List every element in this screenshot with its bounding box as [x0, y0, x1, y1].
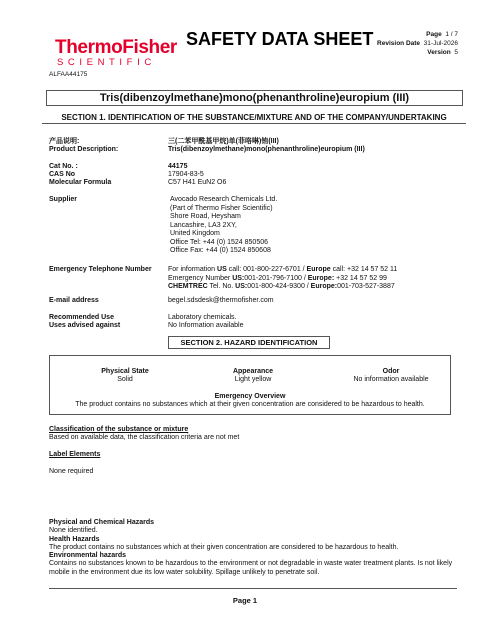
text-span: Europe:: [310, 283, 338, 290]
email-value[interactable]: begel.sdsdesk@thermofisher.com: [168, 297, 274, 304]
environmental-hazards-label: Environmental hazards: [49, 552, 127, 560]
text-span: Emergency Number: [168, 274, 233, 282]
text-span: Europe: [306, 266, 331, 273]
label-elements-block: [49, 451, 454, 459]
hazard-overview-box: [49, 355, 451, 415]
cas-no-label: CAS No: [49, 171, 76, 178]
phys-chem-hazards-label: Physical and Chemical Hazards: [49, 519, 155, 526]
environmental-hazards-text: Contains no substances known to be hazardous to the environment or not degradable in waste water treatment plants. Is not likely mobile in the environment due its low water solubility. Spillage unlikely to penetrate soil.: [49, 560, 453, 576]
product-description-label: Product Description:: [49, 146, 119, 153]
document-meta: [377, 30, 458, 57]
classification-text: Based on available data, the classification criteria are not met: [49, 434, 240, 442]
emergency-overview-label: Emergency Overview: [214, 393, 286, 400]
cat-no-label: Cat No. :: [49, 163, 78, 170]
supplier-address: [170, 196, 277, 256]
product-description-value: Tris(dibenzoylmethane)mono(phenanthroline)europium (III): [168, 146, 365, 153]
cas-no-value: 17904-83-5: [168, 171, 204, 178]
molecular-formula-value: C57 H41 EuN2 O6: [168, 179, 227, 186]
emergency-overview-text: The product contains no substances which at their given concentration are considered to be hazardous to health.: [75, 401, 425, 408]
page-value: 1 / 7: [445, 31, 458, 38]
supplier-line: United Kingdom: [170, 230, 220, 237]
health-hazards-text: The product contains no substances which at their given concentration are considered to be hazardous to health.: [49, 543, 399, 551]
version-label: Version: [427, 49, 451, 56]
chinese-product-label: 产品说明:: [49, 138, 80, 145]
health-hazards-label: Health Hazards: [49, 535, 100, 543]
label-elements-label: Label Elements: [49, 451, 101, 458]
text-span: US:: [235, 283, 248, 290]
revision-value: 31-Jul-2026: [423, 40, 458, 47]
footer-page-number: Page 1: [232, 596, 258, 605]
supplier-line: Avocado Research Chemicals Ltd.: [170, 196, 278, 203]
phys-chem-hazards-text: None identified.: [49, 527, 98, 535]
section2-heading: SECTION 2. HAZARD IDENTIFICATION: [168, 336, 330, 349]
text-span: +32 14 57 52 99: [334, 274, 387, 282]
text-span: US: [217, 266, 227, 273]
text-span: call: +32 14 57 52 11: [330, 266, 398, 273]
chinese-product-value: 三(二苯甲酰基甲烷)单(菲咯啉)铕(III): [168, 138, 279, 145]
uses-advised-against-value: No Information available: [168, 322, 244, 329]
emergency-phone-label: Emergency Telephone Number: [49, 266, 152, 273]
email-label: E-mail address: [49, 297, 99, 304]
odor-label: Odor: [382, 368, 400, 375]
brand-logo-wordmark: ThermoFisher: [55, 37, 177, 58]
recommended-use-value: Laboratory chemicals.: [168, 314, 237, 321]
label-elements-text: None required: [49, 468, 94, 475]
text-span: 001-800-424-9300 /: [247, 283, 311, 290]
supplier-line: Office Fax: +44 (0) 1524 850608: [170, 247, 271, 254]
physical-state-value: Solid: [117, 376, 133, 383]
recommended-use-label: Recommended Use: [49, 314, 114, 321]
text-span: call: 001-800-227-6701 /: [226, 266, 307, 273]
hazards-block: [49, 519, 454, 577]
document-id: ALFAA44175: [49, 71, 88, 78]
classification-block: [49, 426, 454, 443]
text-span: 001-703-527-3887: [337, 283, 395, 290]
text-span: For information: [168, 266, 218, 273]
brand-logo-subtitle: SCIENTIFIC: [57, 57, 156, 68]
uses-advised-against-label: Uses advised against: [49, 322, 121, 329]
supplier-line: Shore Road, Heysham: [170, 213, 241, 220]
page-label: Page: [426, 31, 442, 38]
text-span: Tel. No.: [207, 283, 236, 290]
supplier-line: (Part of Thermo Fisher Scientific): [170, 204, 273, 212]
revision-label: Revision Date: [377, 40, 421, 47]
supplier-label: Supplier: [49, 196, 78, 203]
supplier-line: Lancashire, LA3 2XY,: [170, 221, 237, 229]
text-span: CHEMTREC: [168, 283, 208, 290]
supplier-line: Office Tel: +44 (0) 1524 850506: [170, 238, 269, 246]
document-title: SAFETY DATA SHEET: [186, 29, 374, 49]
version-value: 5: [454, 49, 458, 56]
section1-heading: SECTION 1. IDENTIFICATION OF THE SUBSTANCE/MIXTURE AND OF THE COMPANY/UNDERTAKING: [42, 113, 466, 124]
footer-divider: [49, 588, 457, 589]
product-name-banner: Tris(dibenzoylmethane)mono(phenanthroline)europium (III): [46, 90, 463, 106]
molecular-formula-label: Molecular Formula: [49, 179, 112, 186]
text-span: Europe:: [307, 274, 335, 282]
physical-state-label: Physical State: [101, 368, 149, 375]
emergency-line-3: [168, 283, 397, 292]
emergency-line-2: [168, 275, 397, 284]
text-span: 001-201-796-7100 /: [244, 274, 308, 282]
text-span: US:: [232, 274, 245, 282]
odor-value: No information available: [353, 376, 429, 383]
appearance-value: Light yellow: [234, 376, 272, 383]
emergency-phone-details: [168, 266, 397, 292]
classification-label: Classification of the substance or mixture: [49, 426, 189, 433]
appearance-label: Appearance: [232, 368, 274, 375]
emergency-line-1: [168, 266, 397, 275]
cat-no-value: 44175: [168, 163, 188, 170]
